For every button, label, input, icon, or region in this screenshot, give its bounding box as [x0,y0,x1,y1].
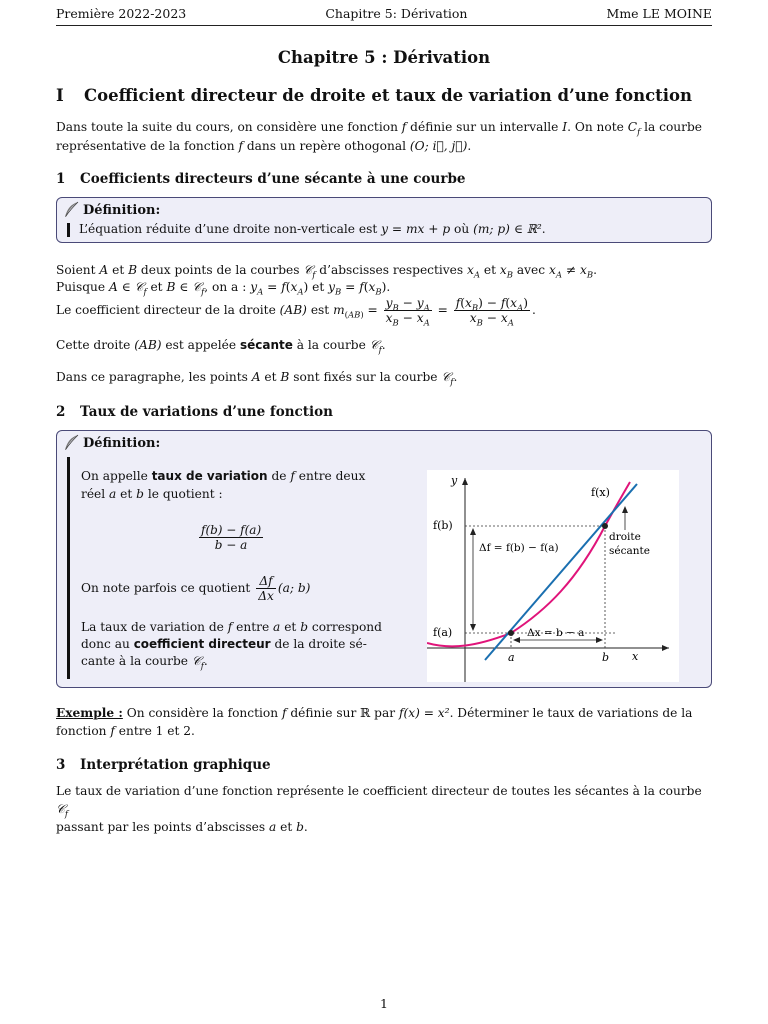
text: Le taux de variation d’une fonction représente le coefficient directeur de toutes les sécantes à la courbe [56,784,702,798]
definition-heading [62,434,160,452]
text: . [303,820,308,834]
subsection-1-title [56,171,465,187]
fraction-numerator: f(b) − f(a) [201,523,262,537]
math: B [128,263,138,277]
subsection-heading: Interprétation graphique [80,757,271,773]
text: et [280,620,301,634]
subsection-number: 1 [56,171,66,187]
text: de [267,469,291,483]
subsection-number: 2 [56,404,66,420]
section-number: I [56,86,64,105]
chapter-title: Chapitre 5 : Dérivation [277,48,491,67]
delta-x-label: Δx = b − a [527,627,585,639]
fraction-denominator: b − a [214,538,248,552]
header-rule [56,25,712,26]
math: f [637,127,641,138]
secante-label: sécante [609,545,650,557]
example-paragraph: Exemple : On considère la fonction f définie sur ℝ par f(x) = x². Déterminer le taux de variations de la fonction f entre 1 et 2. [56,706,693,738]
text: correspond [308,620,382,634]
text: . [386,280,391,294]
math: f(x) = x² [398,706,450,720]
definition-box-1 [56,197,712,243]
droite-label: droite [609,531,641,543]
math: A [99,263,109,277]
text: deux points de la courbes [137,263,304,277]
quill-icon [62,434,80,452]
subsection-3-title [56,757,271,773]
text: sont fixés sur la courbe [289,370,442,384]
text: Soient [56,263,100,277]
text: réel [81,487,110,501]
text: . [531,303,536,317]
math: (m; p) ∈ ℝ² [473,222,542,236]
math: I [562,120,568,134]
text: d’abscisses respectives [315,263,468,277]
text: et [276,820,297,834]
text: La taux de variation de [81,620,228,634]
math: f [238,139,243,153]
text: à la courbe [292,338,370,352]
header-right: Mme LE MOINE [606,6,712,21]
definition-bar [67,457,70,679]
text: . [541,222,546,236]
text: et [146,280,167,294]
text: L’équation réduite d’une droite non-verticale est [79,222,382,236]
definition-label: Définition: [83,435,161,451]
secant-graph [427,470,679,682]
fb-label: f(b) [433,519,453,532]
fx-label: f(x) [591,486,610,499]
definition-text [79,222,546,236]
intro-paragraph [56,118,714,156]
text: On note parfois ce quotient [81,581,255,595]
text: et [308,280,329,294]
text: est [306,303,334,317]
text: fonction [56,724,111,738]
text: . [593,263,597,277]
math: x [467,263,474,277]
secant-definition-paragraph: Cette droite (AB) est appelée sécante à la courbe 𝒞$_f$. [56,338,386,356]
subsection-heading: Coefficients directeurs d’une sécante à une courbe [80,171,466,187]
rate-fraction [197,523,265,552]
text: de la droite sé- [270,637,367,651]
point-b [602,523,608,529]
text: . Déterminer le taux de variations de la [449,706,693,720]
math: (AB) [279,303,307,317]
text: définie sur un intervalle [406,120,563,134]
text: et [480,263,500,277]
subsection-heading: Taux de variations d’une fonction [80,404,333,420]
fixed-points-paragraph: Dans ce paragraphe, les points A et B sont fixés sur la courbe 𝒞$_f$. [56,370,458,388]
text: . [381,338,386,352]
math: (O; i⃗, j⃗) [409,139,468,153]
quill-icon [62,201,80,219]
text: dans un repère othogonal [242,139,410,153]
page-header [56,6,712,24]
header-left: Première 2022-2023 [56,6,187,21]
keyword: sécante [239,338,293,352]
text: . On note [567,120,628,134]
math: a [268,820,277,834]
text: et [116,487,137,501]
text: Puisque [56,280,109,294]
text: entre deux [294,469,366,483]
keyword: coefficient directeur [133,637,271,651]
a-tick-label: a [508,651,515,664]
fraction-numerator: Δf [259,574,273,588]
math: 𝒞 [303,263,313,277]
b-tick-label: b [602,651,610,664]
definition-bar [67,223,70,237]
math: y = mx + p [381,222,451,236]
text: entre [232,620,274,634]
notation-line [81,574,310,603]
example-label: Exemple : [56,706,123,720]
subsection-number: 3 [56,757,66,773]
header-center: Chapitre 5: Dérivation [325,6,468,21]
section-heading: Coefficient directeur de droite et taux de variation d’une fonction [84,86,693,105]
text: cante à la courbe [81,654,192,668]
interpretation-paragraph: Le taux de variation d’une fonction représente le coefficient directeur de toutes les sécantes à la courbe 𝒞$_f$ passant par les points d’abscisses a et b. [56,784,702,834]
subsection-2-title [56,404,333,420]
text: . [453,370,458,384]
text: Le coefficient directeur de la droite [56,303,280,317]
x-axis-label: x [632,650,639,663]
text: Dans toute la suite du cours, on considère une fonction [56,120,402,134]
text: et [108,263,129,277]
definition-label: Définition: [83,202,161,218]
keyword: taux de variation [151,469,268,483]
text: est appelée [161,338,240,352]
text: On considère la fonction [122,706,282,720]
slope-fraction-2: $\frac{f(x_B) - f(x_A)}{x_B - x_A}$ [455,296,528,329]
y-axis-label: y [451,474,458,487]
text: le quotient : [143,487,223,501]
text: avec [513,263,549,277]
text: donc au [81,637,134,651]
definition-text: On appelle taux de variation de f entre deux réel a et b le quotient : [81,469,366,501]
math: C [627,120,638,134]
math: a [109,487,117,501]
fa-label: f(a) [433,626,453,639]
text: où [450,222,474,236]
definition-heading [62,201,160,219]
text: On appelle [81,469,152,483]
math: f [401,120,407,134]
text: la courbe [640,120,702,134]
delta-f-label: Δf = f(b) − f(a) [479,542,559,554]
fraction-denominator: Δx [258,589,274,603]
text: Cette droite [56,338,135,352]
secant-paragraph: Soient A et B deux points de la courbes 𝒞$_f$ d’abscisses respectives $x_A$ et $x_B$ avec $x_A \ne x_B$. Puisque A ∈ 𝒞$_f$ et B ∈ 𝒞$_f$, on a : $y_A = f(x_A)$ et $y_B = f(x_B)$. Le coefficient directeur de la droite (AB) est $m_{(AB)}$ = $\frac{y_B - y_A}{x_B - x_A}$ = $\frac{f(x_B) - f(x_A)}{x_B - x_A}$ . [56,263,597,329]
text: par [370,706,399,720]
point-a [508,630,514,636]
section-title [56,86,692,105]
math: b [136,487,144,501]
text: , on a : [204,280,251,294]
page-number: 1 [380,996,388,1011]
text: et [260,370,281,384]
text: Dans ce paragraphe, les points [56,370,252,384]
text: définie sur [286,706,361,720]
text: entre 1 et 2. [114,724,195,738]
text: . [467,139,472,153]
text: passant par les points d’abscisses [56,820,269,834]
math: b [296,820,304,834]
math: ℝ [360,706,371,720]
definition-paragraph: La taux de variation de f entre a et b correspond donc au coefficient directeur de la droite sé- cante à la courbe 𝒞$_f$. [81,620,382,672]
math: (a; b) [277,581,311,595]
slope-fraction-1: $\frac{y_B - y_A}{x_B - x_A}$ [385,296,430,329]
text: . [203,654,208,668]
text: représentative de la fonction [56,139,239,153]
